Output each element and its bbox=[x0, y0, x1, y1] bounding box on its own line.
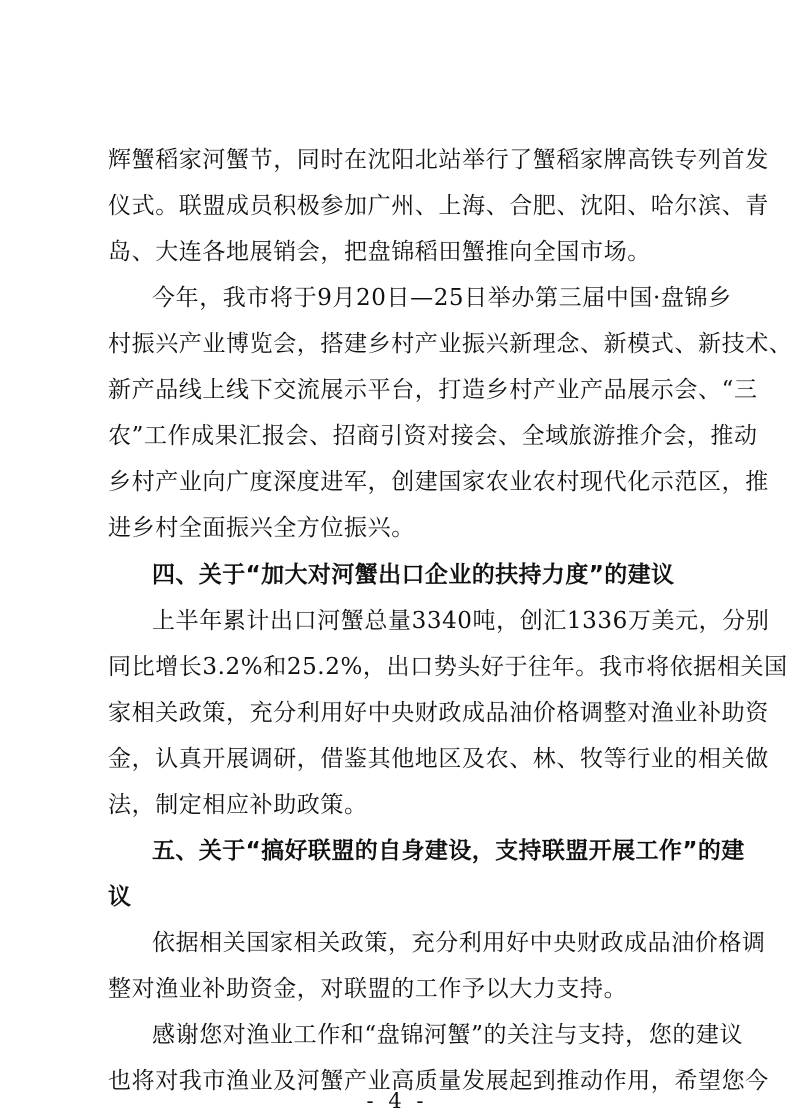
section-heading-5: 五、关于“搞好联盟的自身建设，支持联盟开展工作”的建 bbox=[152, 838, 745, 864]
body-line-18: 依据相关国家相关政策，充分利用好中央财政成品油价格调 bbox=[152, 930, 766, 956]
body-line-6: 新产品线上线下交流展示平台，打造乡村产业产品展示会、“三 bbox=[108, 377, 758, 403]
body-line-7: 农”工作成果汇报会、招商引资对接会、全域旅游推介会，推动 bbox=[108, 423, 758, 449]
body-line-8: 乡村产业向广度深度进军，创建国家农业农村现代化示范区，推 bbox=[108, 469, 769, 495]
section-heading-4: 四、关于“加大对河蟹出口企业的扶持力度”的建议 bbox=[152, 562, 675, 588]
body-line-1: 辉蟹稻家河蟹节，同时在沈阳北站举行了蟹稻家牌高铁专列首发 bbox=[108, 147, 769, 173]
body-line-13: 家相关政策，充分利用好中央财政成品油价格调整对渔业补助资 bbox=[108, 700, 769, 726]
body-line-4: 今年，我市将于9月20日—25日举办第三届中国·盘锦乡 bbox=[152, 285, 732, 311]
body-line-20: 感谢您对渔业工作和“盘锦河蟹”的关注与支持，您的建议 bbox=[152, 1022, 744, 1048]
body-line-15: 法，制定相应补助政策。 bbox=[108, 792, 368, 818]
body-line-12: 同比增长3.2%和25.2%，出口势头好于往年。我市将依据相关国 bbox=[108, 654, 788, 680]
body-line-14: 金，认真开展调研，借鉴其他地区及农、林、牧等行业的相关做 bbox=[108, 746, 769, 772]
body-line-21: 也将对我市渔业及河蟹产业高质量发展起到推动作用，希望您今 bbox=[108, 1068, 769, 1094]
body-line-2: 仪式。联盟成员积极参加广州、上海、合肥、沈阳、哈尔滨、青 bbox=[108, 193, 769, 219]
page-number: - 4 - bbox=[366, 1089, 428, 1113]
body-line-5: 村振兴产业博览会，搭建乡村产业振兴新理念、新模式、新技术、 bbox=[108, 331, 793, 357]
body-line-19: 整对渔业补助资金，对联盟的工作予以大力支持。 bbox=[108, 976, 628, 1002]
section-heading-5-continued: 议 bbox=[108, 884, 132, 910]
body-line-3: 岛、大连各地展销会，把盘锦稻田蟹推向全国市场。 bbox=[108, 239, 651, 265]
body-line-9: 进乡村全面振兴全方位振兴。 bbox=[108, 515, 415, 541]
body-line-11: 上半年累计出口河蟹总量3340吨，创汇1336万美元，分别 bbox=[152, 608, 770, 634]
